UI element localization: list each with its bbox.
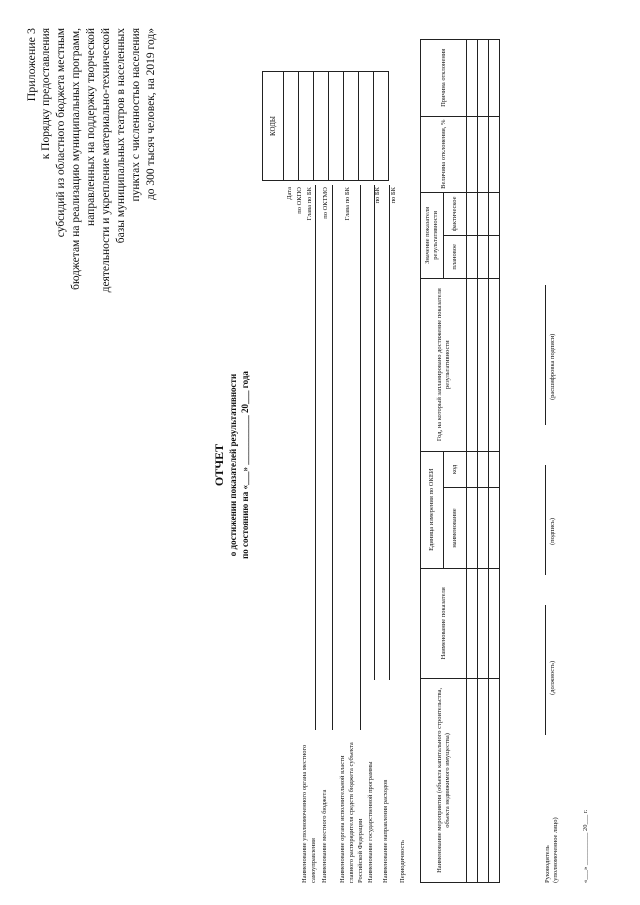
col-year-header: Год, на который запланировано достижение показателя результативности	[421, 278, 467, 451]
code-cell[interactable]	[359, 72, 374, 181]
report-date-line: по состоянию на «___» ___________ 20___ года	[240, 371, 250, 559]
table-cell[interactable]	[478, 568, 489, 678]
code-label: по ОКПО	[296, 187, 303, 214]
code-label: по БК	[374, 187, 381, 204]
signature-sign-caption: (подпись)	[549, 518, 556, 545]
code-label: по ОКТМО	[322, 187, 329, 219]
report-title: ОТЧЕТ	[212, 443, 226, 487]
table-cell[interactable]	[467, 235, 478, 278]
col-indicator-header: Наименование показателя	[421, 568, 467, 678]
appendix-line: до 300 тысяч человек, на 2019 год»	[145, 28, 157, 201]
table-row	[467, 40, 478, 883]
table-cell[interactable]	[489, 116, 500, 192]
appendix-line: бюджетам на реализацию муниципальных программ,	[70, 28, 82, 290]
table-row	[478, 40, 489, 883]
appendix-line: пунктах с численностью населения	[130, 28, 142, 202]
col-deviation-header: Величина отклонения, %	[421, 116, 467, 192]
table-cell[interactable]	[478, 278, 489, 451]
signature-sign-line[interactable]	[545, 465, 546, 575]
code-cell[interactable]	[299, 72, 314, 181]
codes-header: КОДЫ	[263, 72, 284, 181]
indicators-table	[420, 39, 500, 883]
table-cell[interactable]	[489, 40, 500, 117]
table-cell[interactable]	[489, 568, 500, 678]
appendix-line: Приложение 3	[24, 28, 38, 102]
table-cell[interactable]	[489, 488, 500, 569]
col-unit-name-header: наименование	[444, 488, 467, 569]
code-cell[interactable]	[329, 72, 344, 181]
appendix-line: к Порядку предоставления	[40, 28, 52, 160]
requisite-label: Наименование направления расходов	[382, 779, 389, 883]
code-cell[interactable]	[314, 72, 329, 181]
appendix-line: субсидий из областного бюджета местным	[55, 28, 67, 238]
code-label: по БК	[390, 187, 397, 204]
table-cell[interactable]	[467, 40, 478, 117]
appendix-line: базы муниципальных театров в населенных	[115, 28, 127, 244]
table-cell[interactable]	[489, 192, 500, 235]
code-label: Глава по БК	[344, 187, 351, 221]
requisite-label: Периодичность	[399, 839, 406, 883]
col-unit-code-header: код	[444, 451, 467, 488]
requisite-label: Наименование уполномоченного органа местного самоуправления	[301, 744, 317, 883]
signature-date-line: «___» __________ 20___ г.	[582, 809, 589, 883]
code-cell[interactable]	[284, 72, 299, 181]
code-label: Глава по БК	[306, 187, 313, 221]
requisite-line[interactable]	[332, 185, 333, 730]
signature-position-line[interactable]	[545, 605, 546, 735]
code-label: Дата	[286, 187, 293, 200]
signature-head-sub: (уполномоченное лицо)	[552, 817, 559, 883]
code-cell[interactable]	[344, 72, 359, 181]
table-cell[interactable]	[467, 678, 478, 882]
table-cell[interactable]	[489, 278, 500, 451]
table-cell[interactable]	[478, 40, 489, 117]
requisite-label: Наименование органа исполнительной власти главного распорядителя средств бюджета субъекта Российской Федерации	[339, 742, 364, 883]
table-cell[interactable]	[478, 678, 489, 882]
table-row	[489, 40, 500, 883]
col-value-plan-header: плановое	[444, 235, 467, 278]
table-cell[interactable]	[467, 451, 478, 488]
table-cell[interactable]	[489, 451, 500, 488]
table-cell[interactable]	[467, 192, 478, 235]
table-cell[interactable]	[478, 488, 489, 569]
report-title-block	[212, 335, 251, 595]
signature-position-caption: (должность)	[549, 660, 556, 695]
requisite-label: Наименование местного бюджета	[321, 789, 328, 883]
appendix-block	[24, 28, 159, 328]
table-cell[interactable]	[467, 488, 478, 569]
table-cell[interactable]	[489, 235, 500, 278]
signature-decoding-caption: (расшифровка подписи)	[549, 333, 556, 400]
appendix-line: направленных на поддержку творческой	[85, 28, 97, 226]
requisite-line[interactable]	[374, 185, 375, 680]
requisite-line[interactable]	[389, 185, 390, 680]
table-cell[interactable]	[489, 678, 500, 882]
table-cell[interactable]	[467, 568, 478, 678]
col-unit-header: Единица измерения по ОКЕИ	[421, 451, 444, 568]
table-cell[interactable]	[478, 451, 489, 488]
appendix-line: деятельности и укрепление материально-технической	[100, 28, 112, 293]
table-cell[interactable]	[467, 116, 478, 192]
table-cell[interactable]	[467, 278, 478, 451]
report-subtitle: о достижении показателей результативности	[228, 373, 238, 557]
requisite-line[interactable]	[315, 185, 316, 730]
col-event-header: Наименование мероприятия (объекта капитального строительства, объекта недвижимого имущества)	[421, 678, 467, 882]
col-reason-header: Причина отклонения	[421, 40, 467, 117]
signature-head-label: Руководитель	[544, 845, 551, 883]
requisite-label: Наименование государственной программы	[367, 761, 374, 883]
table-cell[interactable]	[478, 116, 489, 192]
code-cell[interactable]	[374, 72, 389, 181]
requisite-line[interactable]	[360, 185, 361, 730]
signature-decoding-line[interactable]	[545, 285, 546, 425]
col-value-fact-header: фактическое	[444, 192, 467, 235]
codes-table	[262, 71, 389, 181]
col-value-header: Значение показателя результативности	[421, 192, 444, 278]
table-cell[interactable]	[478, 235, 489, 278]
table-cell[interactable]	[478, 192, 489, 235]
